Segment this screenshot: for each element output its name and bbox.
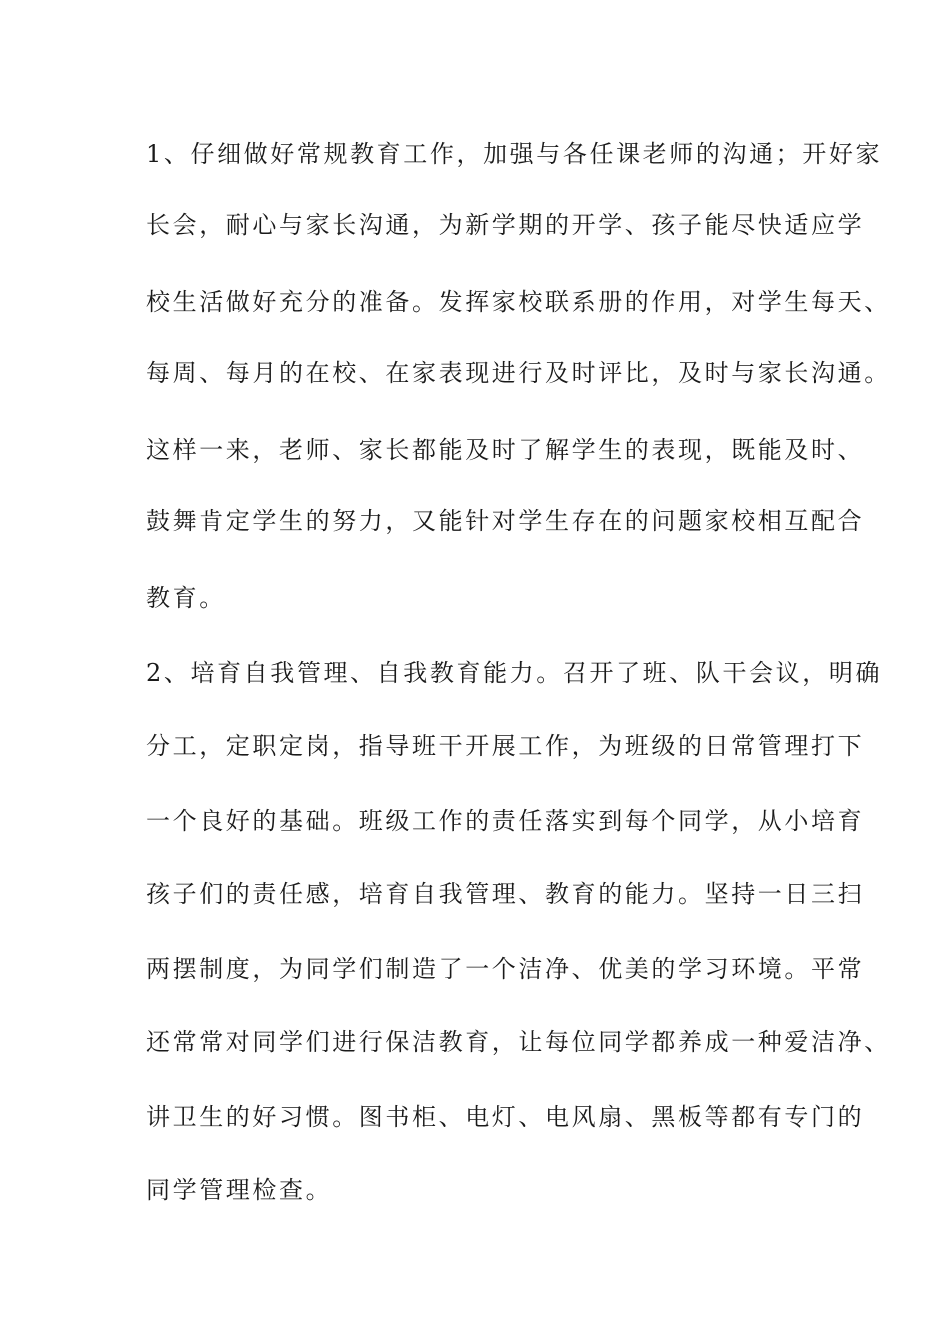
paragraph-1-line-7: 教育。	[146, 584, 226, 612]
paragraph-2-line-1: 2、培育自我管理、自我教育能力。召开了班、队干会议，明确	[146, 659, 883, 687]
paragraph-1-line-1: 1、仔细做好常规教育工作，加强与各任课老师的沟通；开好家	[146, 140, 883, 168]
paragraph-2-line-5: 两摆制度，为同学们制造了一个洁净、优美的学习环境。平常	[146, 955, 865, 983]
paragraph-1-line-4: 每周、每月的在校、在家表现进行及时评比，及时与家长沟通。	[146, 359, 891, 387]
paragraph-2-line-8: 同学管理检查。	[146, 1176, 333, 1204]
paragraph-2-line-2: 分工，定职定岗，指导班干开展工作，为班级的日常管理打下	[146, 732, 865, 760]
paragraph-1-line-6: 鼓舞肯定学生的努力，又能针对学生存在的问题家校相互配合	[146, 507, 865, 535]
paragraph-1-line-5: 这样一来，老师、家长都能及时了解学生的表现，既能及时、	[146, 436, 865, 464]
paragraph-2-line-7: 讲卫生的好习惯。图书柜、电灯、电风扇、黑板等都有专门的	[146, 1103, 865, 1131]
paragraph-2-line-3: 一个良好的基础。班级工作的责任落实到每个同学，从小培育	[146, 807, 865, 835]
paragraph-2-line-6: 还常常对同学们进行保洁教育，让每位同学都养成一种爱洁净、	[146, 1028, 891, 1056]
paragraph-1-line-3: 校生活做好充分的准备。发挥家校联系册的作用，对学生每天、	[146, 288, 891, 316]
paragraph-1-line-2: 长会，耐心与家长沟通，为新学期的开学、孩子能尽快适应学	[146, 211, 865, 239]
paragraph-2-line-4: 孩子们的责任感，培育自我管理、教育的能力。坚持一日三扫	[146, 880, 865, 908]
